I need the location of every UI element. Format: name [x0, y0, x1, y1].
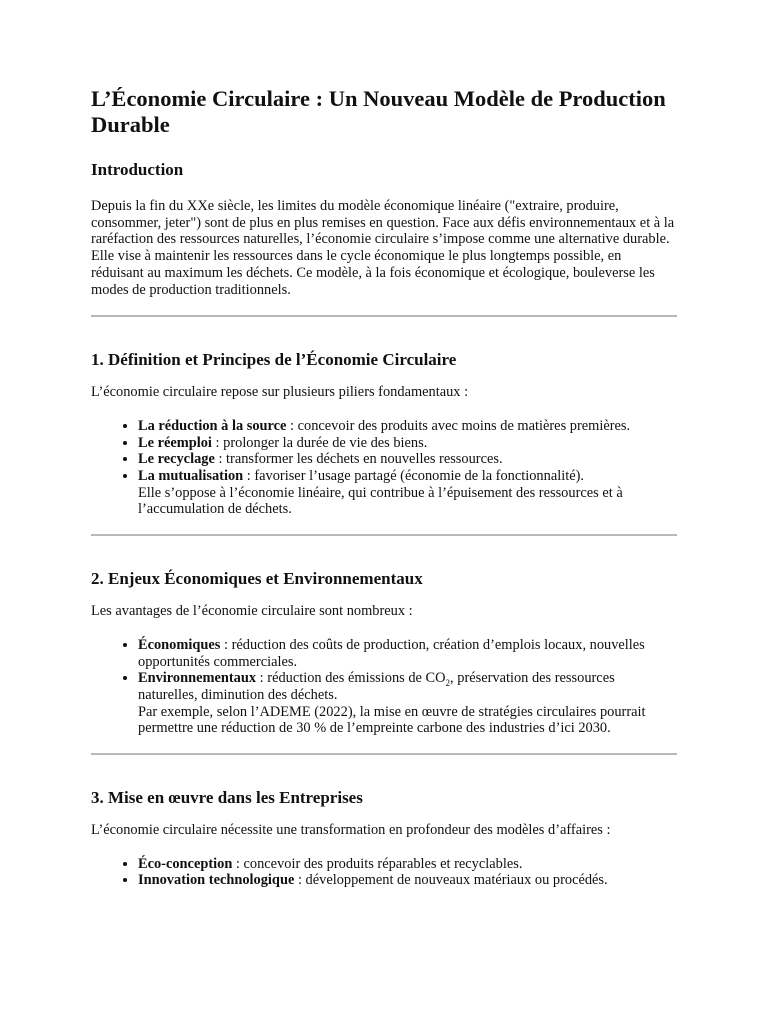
divider [91, 315, 677, 317]
list-item [138, 872, 677, 889]
section2-heading: 2. Enjeux Économiques et Environnementaux [91, 569, 423, 589]
document-title: L’Économie Circulaire : Un Nouveau Modèle de Production Durable [91, 86, 666, 137]
list-item-desc: : transformer les déchets en nouvelles ressources. [214, 451, 503, 468]
section2-lead: Les avantages de l’économie circulaire sont nombreux : [91, 603, 413, 620]
list-item-term: Environnementaux [138, 670, 257, 687]
intro-heading: Introduction [91, 160, 184, 179]
list-item [138, 435, 677, 452]
section1-lead: L’économie circulaire repose sur plusieurs piliers fondamentaux : [91, 384, 469, 401]
list-item-term: Innovation technologique [138, 872, 295, 889]
list-item-desc: : prolonger la durée de vie des biens. [211, 434, 428, 451]
list-item [138, 856, 677, 873]
list-item [138, 637, 677, 670]
list-item-desc: : réduction des émissions de CO [256, 670, 446, 687]
list-item-term: La réduction à la source [138, 417, 287, 434]
list-item-term: La mutualisation [138, 468, 244, 485]
divider [91, 753, 677, 755]
intro-paragraph: Depuis la fin du XXe siècle, les limites du modèle économique linéaire ("extraire, produire, consommer, jeter") sont de plus en plus remises en question. Face aux défis environnementaux et à la raréfaction des ressources naturelles, l’économie circulaire s’impose comme une alternative durable. Elle vise à maintenir les ressources dans le cycle économique le plus longtemps possible, en réduisant au maximum les déchets. Ce modèle, à la fois économique et écologique, bouleverse les modes de production traditionnels. [91, 198, 675, 298]
section3-lead: L’économie circulaire nécessite une transformation en profondeur des modèles d’affaires : [91, 822, 611, 839]
list-item-desc: : concevoir des produits réparables et recyclables. [232, 855, 523, 872]
list-item-desc: : favoriser l’usage partagé (économie de la fonctionnalité). [243, 468, 584, 485]
section3-list [91, 856, 677, 889]
list-item [138, 418, 677, 435]
list-item-term: Économiques [138, 636, 221, 653]
section1-list [91, 418, 677, 518]
subscript: 2 [445, 678, 451, 689]
list-item-term: Le recyclage [138, 451, 215, 468]
list-item-continuation: Elle s’oppose à l’économie linéaire, qui contribue à l’épuisement des ressources et à l’accumulation de déchets. [138, 484, 623, 518]
section1-heading: 1. Définition et Principes de l’Économie Circulaire [91, 350, 457, 370]
list-item [138, 451, 677, 468]
divider [91, 534, 677, 536]
list-item-term: Éco-conception [138, 855, 233, 872]
list-item [138, 468, 677, 518]
list-item-desc: : réduction des coûts de production, création d’emplois locaux, nouvelles opportunités commerciales. [138, 636, 645, 670]
list-item-continuation: Par exemple, selon l’ADEME (2022), la mise en œuvre de stratégies circulaires pourrait permettre une réduction de 30 % de l’empreinte carbone des industries d’ici 2030. [138, 703, 646, 737]
list-item-term: Le réemploi [138, 434, 212, 451]
list-item-desc: : développement de nouveaux matériaux ou procédés. [294, 872, 608, 889]
list-item-desc: , préservation des ressources naturelles, diminution des déchets. [138, 670, 615, 703]
section2-list [91, 637, 677, 737]
list-item-desc: : concevoir des produits avec moins de matières premières. [286, 417, 631, 434]
list-item [138, 670, 677, 737]
section3-heading: 3. Mise en œuvre dans les Entreprises [91, 788, 363, 808]
